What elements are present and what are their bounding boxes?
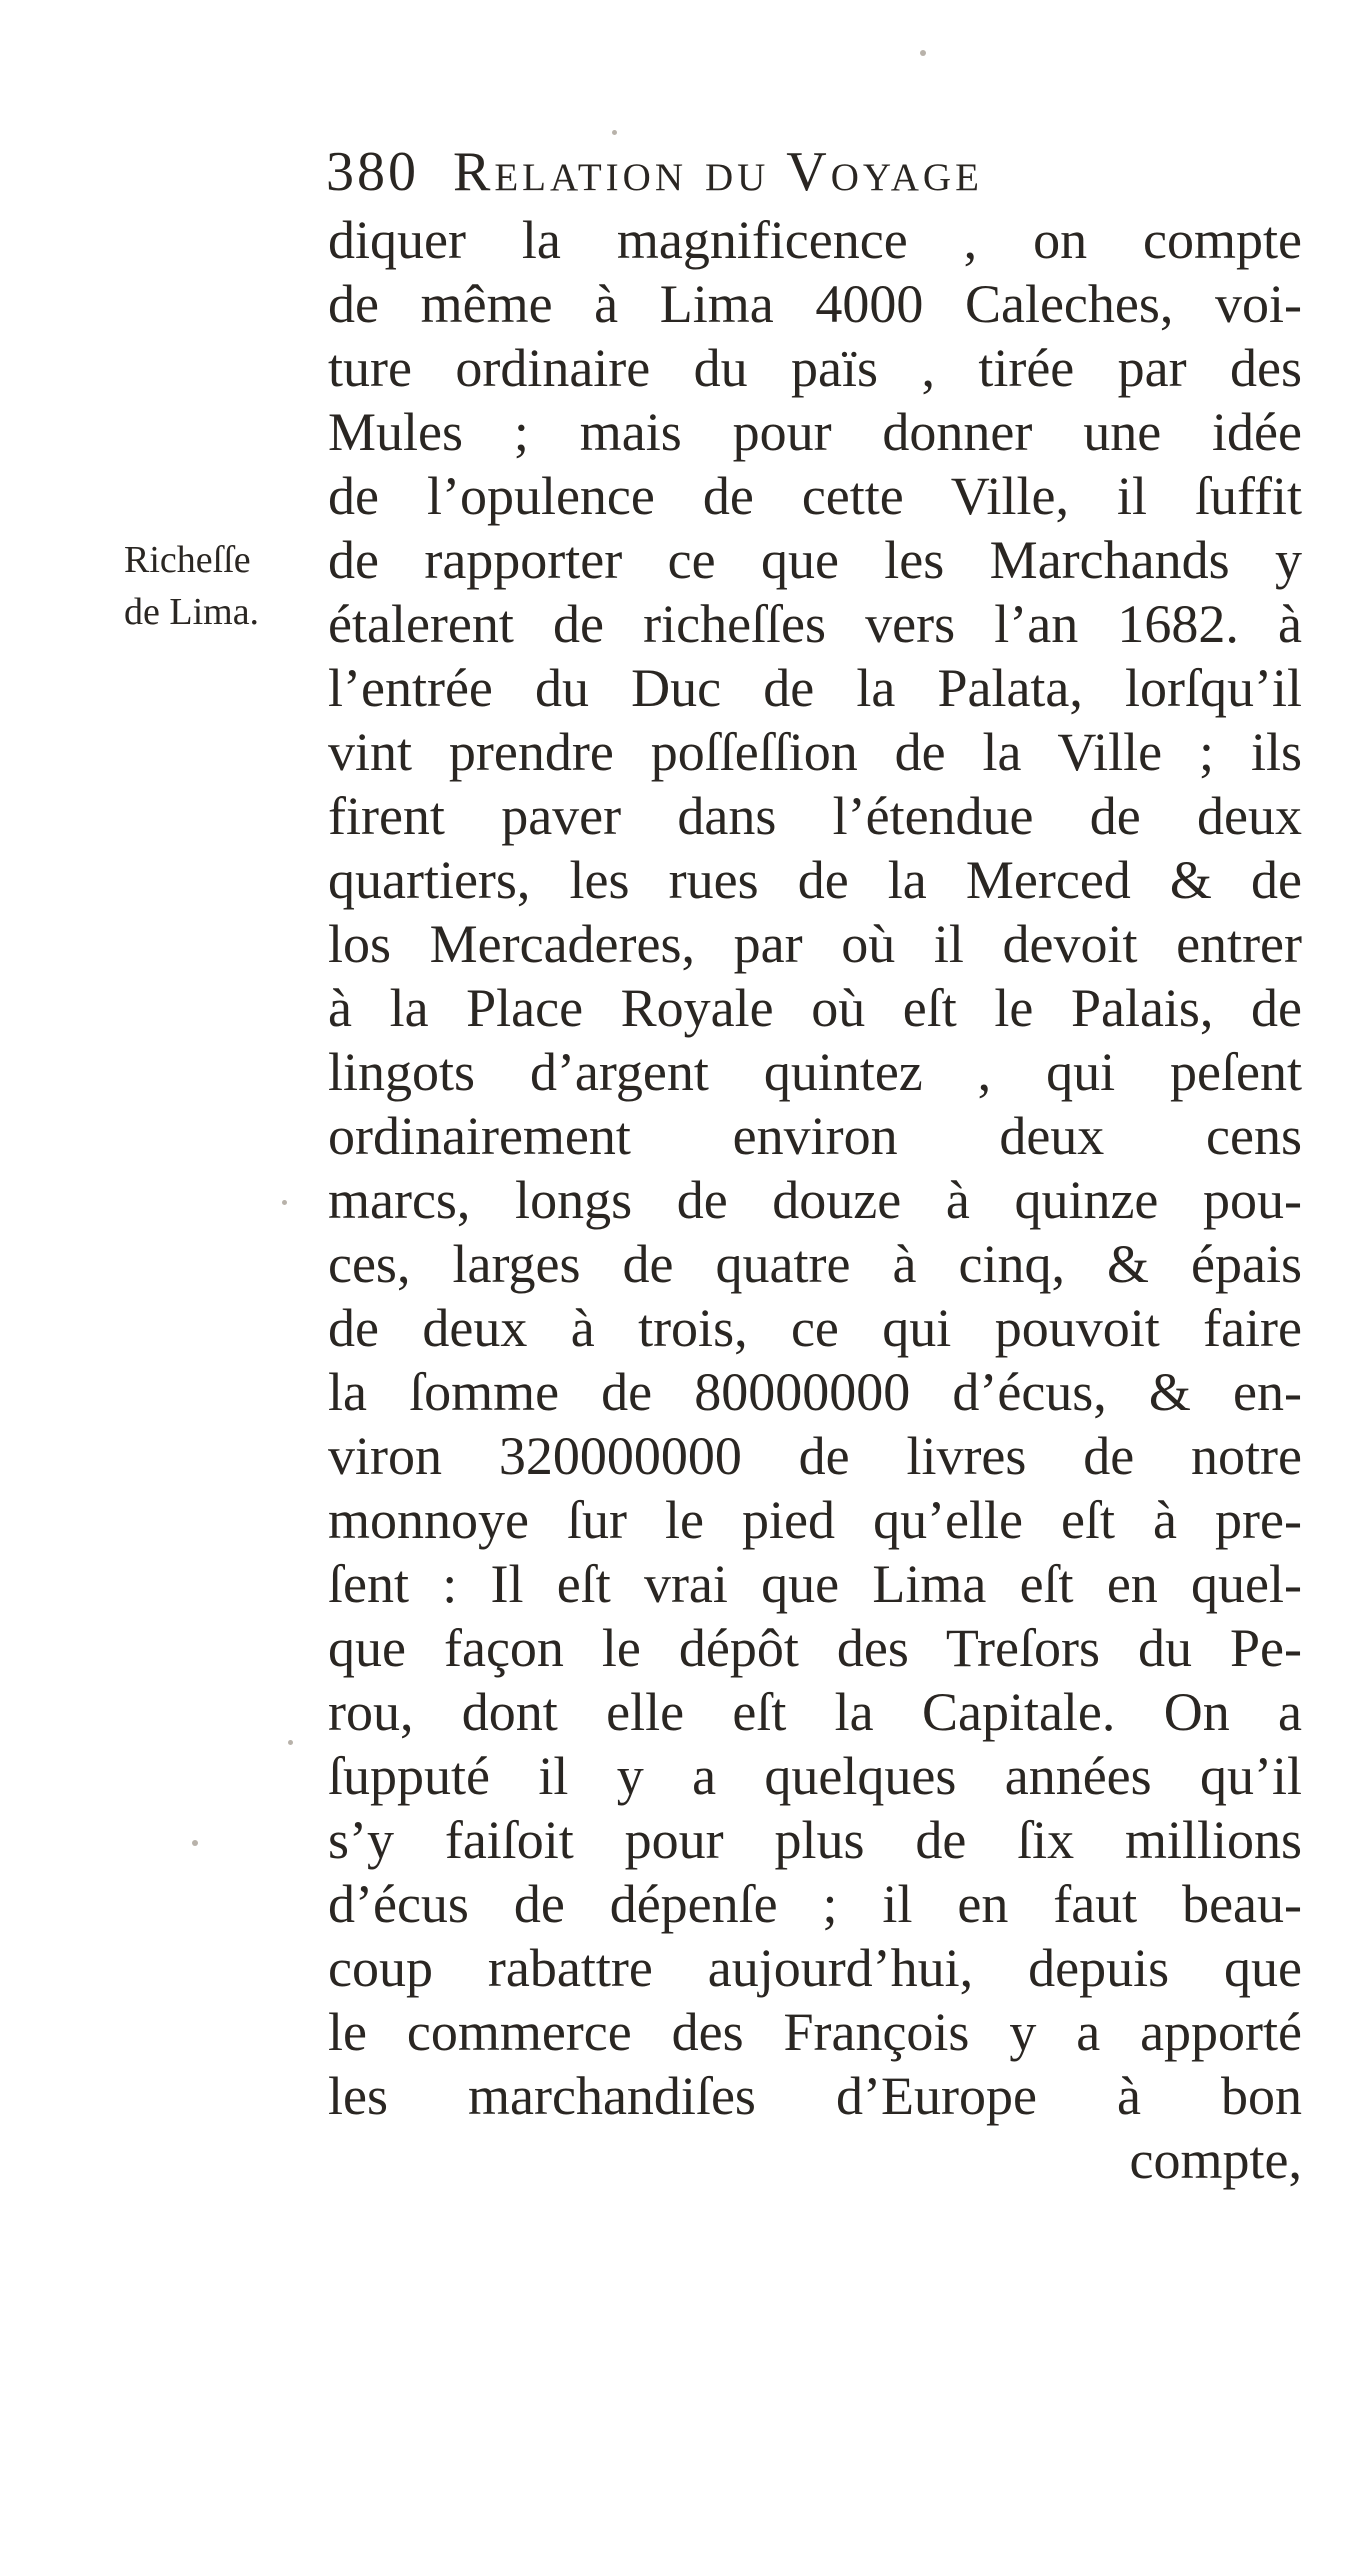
text-line: monnoye ſur le pied qu’elle eſt à pre- — [328, 1490, 1302, 1550]
text-line: ture ordinaire du païs , tirée par des — [328, 338, 1302, 398]
text-line: ces, larges de quatre à cinq, & épais — [328, 1234, 1302, 1294]
running-header — [326, 140, 1286, 210]
text-line: de deux à trois, ce qui pouvoit faire — [328, 1298, 1302, 1358]
text-line: Mules ; mais pour donner une idée — [328, 402, 1302, 462]
text-line: vint prendre poſſeſſion de la Ville ; ils — [328, 722, 1302, 782]
catchword: compte, — [1129, 2130, 1302, 2190]
text-line: marcs, longs de douze à quinze pou- — [328, 1170, 1302, 1230]
paper-speck — [192, 1840, 198, 1846]
text-line: s’y faiſoit pour plus de ſix millions — [328, 1810, 1302, 1870]
text-line: étalerent de richeſſes vers l’an 1682. à — [328, 594, 1302, 654]
text-line: ordinairement environ deux cens — [328, 1106, 1302, 1166]
text-line: l’entrée du Duc de la Palata, lorſqu’il — [328, 658, 1302, 718]
marginal-note — [124, 534, 334, 638]
running-title: Relation du Voyage — [453, 141, 983, 203]
text-line: à la Place Royale où eſt le Palais, de — [328, 978, 1302, 1038]
text-line: ſupputé il y a quelques années qu’il — [328, 1746, 1302, 1806]
text-line: de rapporter ce que les Marchands y — [328, 530, 1302, 590]
text-line: coup rabattre aujourd’hui, depuis que — [328, 1938, 1302, 1998]
marginal-note-line: de Lima. — [124, 591, 260, 633]
page-number: 380 — [326, 141, 419, 203]
text-line: los Mercaderes, par où il devoit entrer — [328, 914, 1302, 974]
marginal-note-line: Richeſſe — [124, 539, 251, 581]
text-line: diquer la magnificence , on compte — [328, 210, 1302, 270]
text-line: les marchandiſes d’Europe à bon — [328, 2066, 1302, 2126]
text-line: d’écus de dépenſe ; il en faut beau- — [328, 1874, 1302, 1934]
text-line: de même à Lima 4000 Caleches, voi- — [328, 274, 1302, 334]
text-line: quartiers, les rues de la Merced & de — [328, 850, 1302, 910]
paper-speck — [288, 1740, 293, 1745]
text-line: viron 320000000 de livres de notre — [328, 1426, 1302, 1486]
paper-speck — [920, 50, 926, 56]
text-line: le commerce des François y a apporté — [328, 2002, 1302, 2062]
text-line: que façon le dépôt des Treſors du Pe- — [328, 1618, 1302, 1678]
text-line: de l’opulence de cette Ville, il ſuffit — [328, 466, 1302, 526]
text-line: la ſomme de 80000000 d’écus, & en- — [328, 1362, 1302, 1422]
body-text — [328, 208, 1302, 2192]
paper-speck — [612, 130, 617, 135]
paper-speck — [282, 1200, 287, 1205]
text-line: ſent : Il eſt vrai que Lima eſt en quel- — [328, 1554, 1302, 1614]
text-line: rou, dont elle eſt la Capitale. On a — [328, 1682, 1302, 1742]
text-line: lingots d’argent quintez , qui peſent — [328, 1042, 1302, 1102]
text-line: firent paver dans l’étendue de deux — [328, 786, 1302, 846]
